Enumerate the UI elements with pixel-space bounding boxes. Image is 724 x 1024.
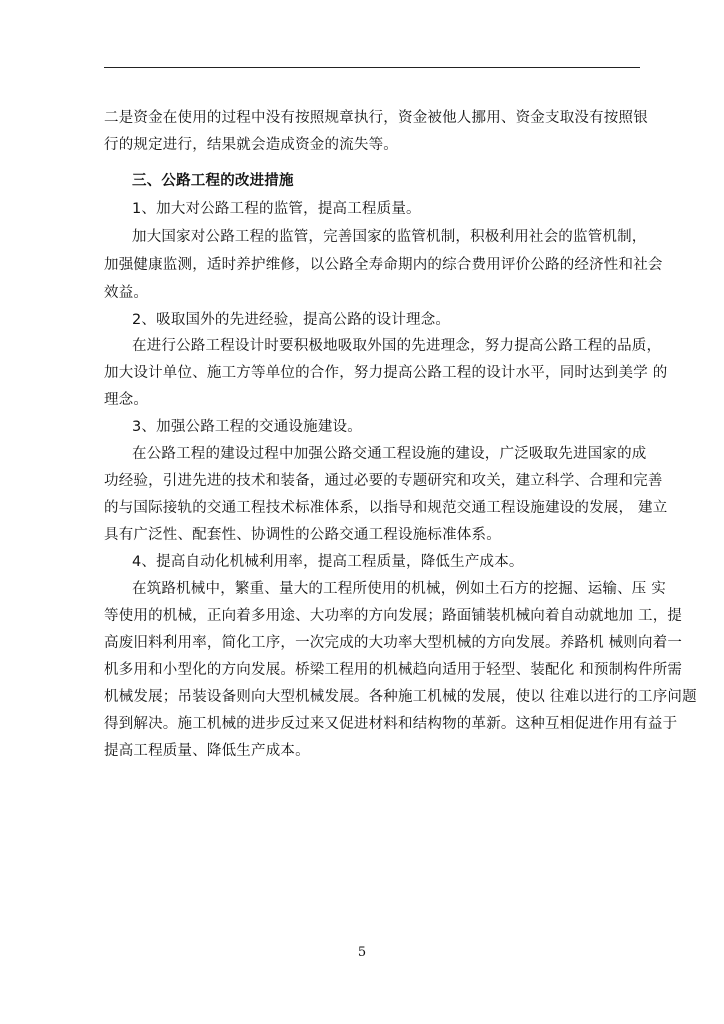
paragraph-line: 在筑路机械中，繁重、量大的工程所使用的机械，例如土石方的挖掘、运输、压 实: [132, 581, 667, 597]
paragraph-line: 理念。: [104, 392, 149, 408]
paragraph-line: 在公路工程的建设过程中加强公路交通工程设施的建设，广泛吸取先进国家的成: [132, 446, 647, 462]
paragraph-line: 提高工程质量、降低生产成本。: [104, 743, 310, 759]
paragraph-line: 在进行公路工程设计时要积极地吸取外国的先进理念，努力提高公路工程的品质，: [132, 338, 662, 354]
paragraph-line: 加大国家对公路工程的监管，完善国家的监管机制，积极利用社会的监管机制，: [132, 229, 647, 245]
paragraph-line: 机械发展；吊装设备则向大型机械发展。各种施工机械的发展，使以 往难以进行的工序问题: [104, 689, 697, 705]
paragraph-line: 加强健康监测，适时养护维修，以公路全寿命期内的综合费用评价公路的经济性和社会: [104, 257, 663, 273]
subheading: 2、吸取国外的先进经验，提高公路的设计理念。: [132, 312, 451, 328]
subheading: 1、加大对公路工程的监管，提高工程质量。: [132, 201, 421, 217]
paragraph-line: 加大设计单位、施工方等单位的合作，努力提高公路工程的设计水平，同时达到美学 的: [104, 365, 668, 381]
paragraph-line: 的与国际接轨的交通工程技术标准体系，以指导和规范交通工程设施建设的发展， 建立: [104, 500, 668, 516]
subheading: 4、提高自动化机械利用率，提高工程质量，降低生产成本。: [132, 554, 524, 570]
section-heading: 三、公路工程的改进措施: [132, 173, 294, 189]
paragraph-line: 等使用的机械，正向着多用途、大功率的方向发展；路面铺装机械向着自动就地加 工，提: [104, 608, 683, 624]
paragraph-line: 效益。: [104, 285, 149, 301]
subheading: 3、加强公路工程的交通设施建设。: [132, 419, 362, 435]
paragraph-line: 机多用和小型化的方向发展。桥梁工程用的机械趋向适用于轻型、装配化 和预制构件所需: [104, 662, 683, 678]
paragraph-line: 高废旧料利用率，简化工序，一次完成的大功率大型机械的方向发展。养路机 械则向着一: [104, 635, 683, 651]
header-rule: [104, 67, 640, 68]
paragraph-line: 行的规定进行，结果就会造成资金的流失等。: [104, 137, 398, 153]
page-number: 5: [357, 945, 367, 960]
paragraph-line: 二是资金在使用的过程中没有按照规章执行，资金被他人挪用、资金支取没有按照银: [104, 110, 648, 126]
paragraph-line: 功经验，引进先进的技术和装备，通过必要的专题研究和攻关，建立科学、合理和完善: [104, 473, 663, 489]
paragraph-line: 具有广泛性、配套性、协调性的公路交通工程设施标准体系。: [104, 527, 501, 543]
paragraph-line: 得到解决。施工机械的进步反过来又促进材料和结构物的革新。这种互相促进作用有益于: [104, 716, 678, 732]
